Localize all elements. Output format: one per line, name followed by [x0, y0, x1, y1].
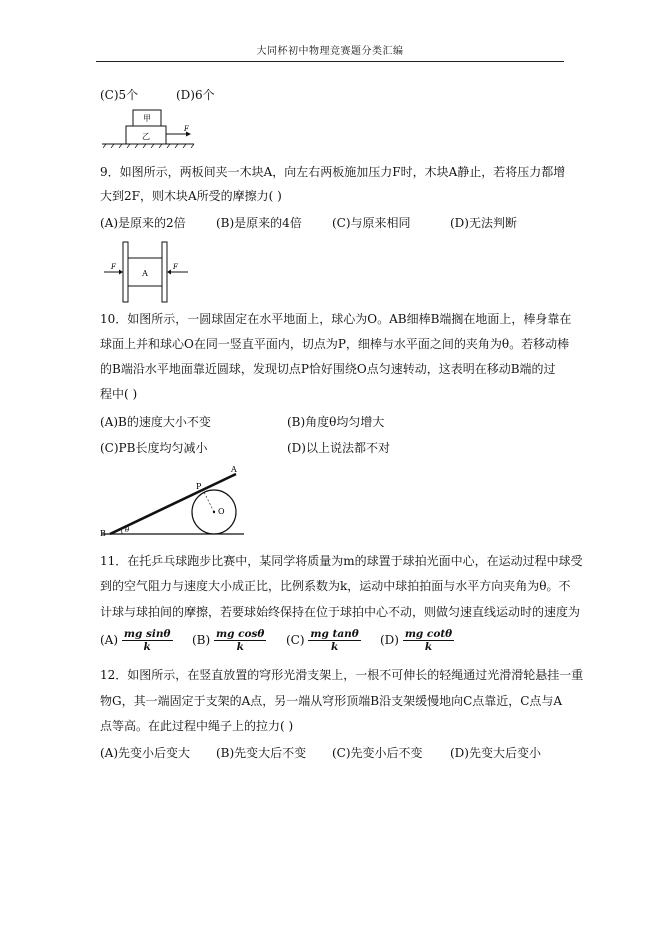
q11-option-b-denominator: k: [236, 641, 244, 653]
q11-option-d-numerator: mg cotθ: [404, 628, 453, 640]
q11-option-a-label: (A): [100, 633, 119, 647]
q11-line-1: 11．在托乒乓球跑步比赛中，某同学将质量为m的球置于球拍光面中心，在运动过程中球受: [100, 554, 583, 568]
q11-option-d-label: (D): [380, 633, 399, 647]
q12-option-c: (C)先变小后不变: [332, 746, 423, 760]
q11-option-a-numerator: mg sinθ: [123, 628, 171, 640]
q9-option-c: (C)与原来相同: [332, 216, 411, 230]
q8-option-d: (D)6个: [176, 88, 215, 102]
q9-right-plate: [162, 242, 167, 302]
q11-option-d: [380, 628, 454, 653]
q11-option-c-numerator: mg tanθ: [310, 628, 359, 640]
q11-option-c-denominator: k: [330, 641, 339, 653]
q9-left-force-label: F: [111, 263, 116, 271]
q8-stacked-blocks-figure: [100, 108, 200, 148]
q11-option-c-fraction: [308, 628, 360, 653]
q9-block-label: A: [142, 269, 148, 278]
q8-block-top-label: 甲: [143, 114, 151, 123]
q9-line-1: 9．如图所示，两板间夹一木块A，向左右两板施加压力F时，木块A静止，若将压力都增: [100, 165, 566, 179]
q12-option-b: (B)先变大后不变: [216, 746, 307, 760]
q11-line-3: 计球与球拍间的摩擦，若要球始终保持在位于球拍中心不动，则做匀速直线运动时的速度为: [100, 605, 581, 619]
q11-option-b-numerator: mg cosθ: [216, 628, 265, 640]
q9-option-d: (D)无法判断: [450, 216, 517, 230]
q8-ground-hatch: [103, 144, 194, 148]
q9-option-a: (A)是原来的2倍: [100, 216, 186, 230]
q9-line-2: 大到2F，则木块A所受的摩擦力( ): [100, 189, 282, 203]
q10-label-p: P: [196, 482, 202, 491]
q9-right-force-label: F: [173, 263, 178, 271]
q12-option-a: (A)先变小后变大: [100, 746, 191, 760]
q10-option-d: (D)以上说法都不对: [287, 441, 390, 455]
q10-option-c: (C)PB长度均匀减小: [100, 441, 208, 455]
q11-option-a-fraction: [122, 628, 173, 653]
q11-option-a-denominator: k: [143, 641, 151, 653]
q8-force-label: F: [184, 125, 189, 133]
q10-option-a: (A)B的速度大小不变: [100, 415, 211, 429]
q10-line-1: 10．如图所示，一圆球固定在水平地面上，球心为O。AB细棒B端搁在地面上，棒身靠在: [100, 312, 572, 326]
q10-line-3: 的B端沿水平地面靠近圆球，发现切点P恰好围绕O点匀速转动，这表明在移动B端的过: [100, 362, 556, 376]
q12-line-2: 物G，其一端固定于支架的A点，另一端从穹形顶端B沿支架缓慢地向C点靠近，C点与A: [100, 694, 563, 708]
q10-label-o: O: [218, 507, 225, 516]
page-header: 大同杯初中物理竞赛题分类汇编: [256, 46, 404, 57]
q11-option-c: [286, 628, 361, 653]
q10-line-2: 球面上并和球心O在同一竖直平面内，切点为P，细棒与水平面之间的夹角为θ。若移动棒: [100, 337, 570, 351]
q12-option-d: (D)先变大后变小: [450, 746, 541, 760]
q11-option-a: [100, 628, 173, 653]
q10-line-4: 程中( ): [100, 387, 138, 401]
q11-option-d-denominator: k: [424, 641, 433, 653]
q10-option-b: (B)角度θ均匀增大: [287, 415, 385, 429]
q9-clamped-block-figure: [100, 240, 195, 305]
q8-option-c: (C)5个: [100, 88, 139, 102]
q10-label-b: B: [100, 529, 106, 538]
q12-line-3: 点等高。在此过程中绳子上的拉力( ): [100, 719, 294, 733]
q12-line-1: 12．如图所示，在竖直放置的穹形光滑支架上，一根不可伸长的轻绳通过光滑滑轮悬挂一重: [100, 668, 584, 682]
q11-option-d-fraction: [403, 628, 454, 653]
q11-option-c-label: (C): [286, 633, 305, 647]
q10-rod-sphere-figure: [98, 464, 248, 539]
q11-option-b-fraction: [214, 628, 266, 653]
q11-option-b-label: (B): [192, 633, 211, 647]
q9-option-b: (B)是原来的4倍: [216, 216, 302, 230]
q9-left-plate: [123, 242, 128, 302]
q8-block-bottom-label: 乙: [142, 132, 150, 141]
header-divider: [96, 61, 564, 62]
q11-line-2: 到的空气阻力与速度大小成正比，比例系数为k，运动中球拍拍面与水平方向夹角为θ。不: [100, 579, 571, 593]
q10-label-a: A: [231, 465, 237, 474]
q11-option-b: [192, 628, 266, 653]
q10-label-theta: θ: [125, 526, 130, 534]
